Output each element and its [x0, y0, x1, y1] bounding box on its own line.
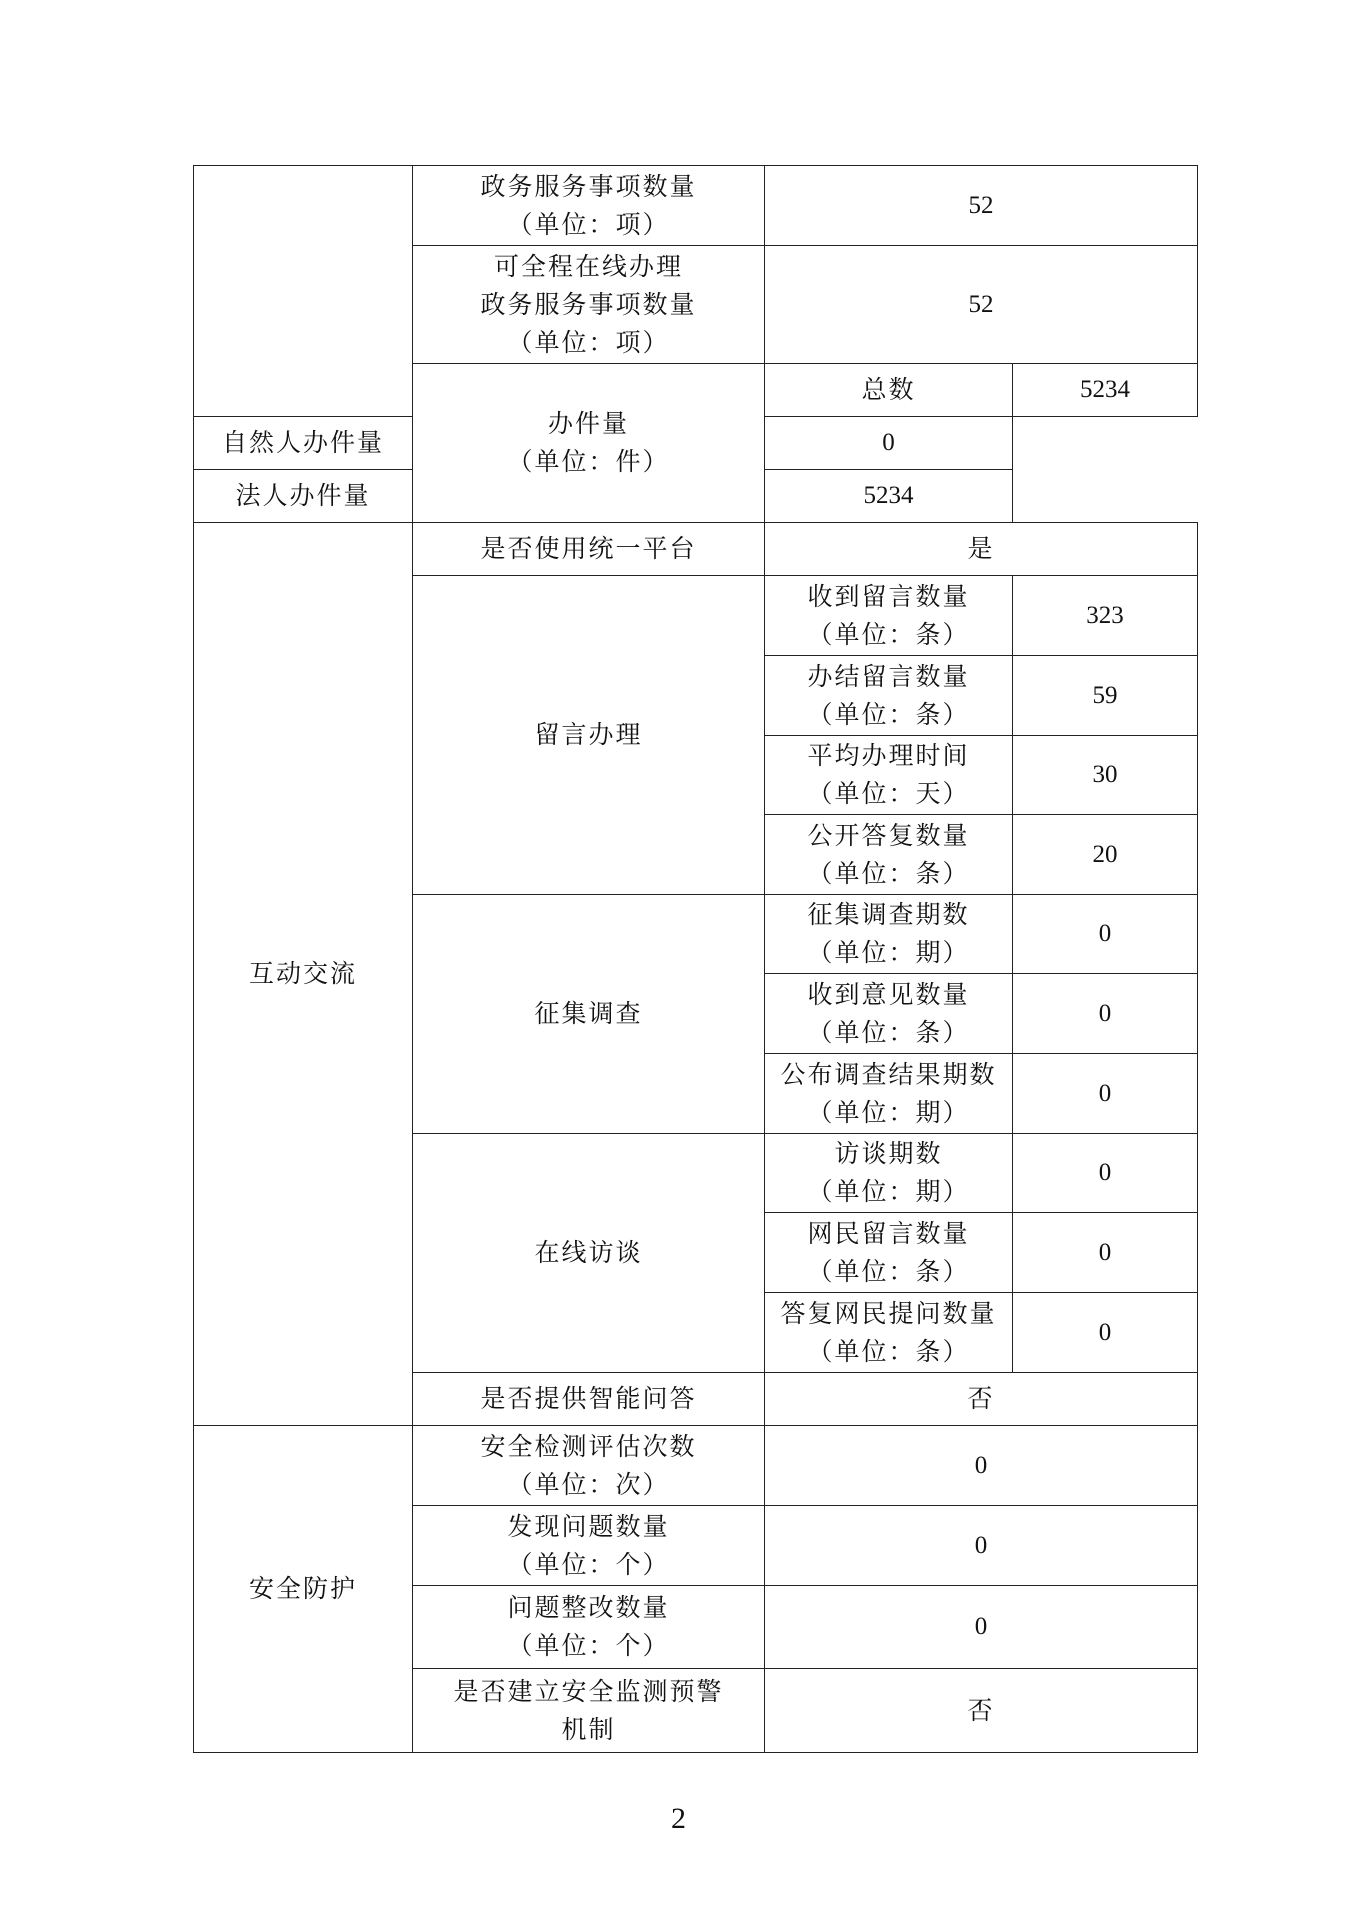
table-cell: 平均办理时间 （单位：天） [765, 736, 1013, 815]
table-cell: 收到留言数量 （单位：条） [765, 576, 1013, 656]
table-row [194, 523, 1198, 576]
statistics-table-body [194, 166, 1198, 1753]
table-cell: 可全程在线办理 政务服务事项数量 （单位：项） [413, 246, 765, 364]
table-cell: 52 [765, 166, 1198, 246]
table-cell: 30 [1013, 736, 1198, 815]
table-cell: 在线访谈 [413, 1134, 765, 1373]
table-cell: 59 [1013, 656, 1198, 736]
table-cell: 收到意见数量 （单位：条） [765, 974, 1013, 1054]
table-cell: 52 [765, 246, 1198, 364]
table-cell: 0 [1013, 1134, 1198, 1213]
table-cell: 公布调查结果期数 （单位：期） [765, 1054, 1013, 1134]
table-row [194, 166, 1198, 246]
table-cell: 办结留言数量 （单位：条） [765, 656, 1013, 736]
table-cell [194, 166, 413, 417]
table-cell: 是否提供智能问答 [413, 1373, 765, 1426]
table-cell: 答复网民提问数量 （单位：条） [765, 1293, 1013, 1373]
table-cell: 0 [1013, 1054, 1198, 1134]
table-cell: 0 [1013, 974, 1198, 1054]
table-cell: 发现问题数量 （单位：个） [413, 1506, 765, 1586]
table-cell: 5234 [1013, 364, 1198, 417]
statistics-table [193, 165, 1198, 1753]
table-cell: 留言办理 [413, 576, 765, 895]
table-cell: 是否使用统一平台 [413, 523, 765, 576]
table-cell: 5234 [765, 470, 1013, 523]
table-cell: 0 [1013, 1293, 1198, 1373]
table-cell: 是 [765, 523, 1198, 576]
table-cell: 互动交流 [194, 523, 413, 1426]
table-row [194, 1426, 1198, 1506]
table-cell: 总数 [765, 364, 1013, 417]
table-cell: 办件量 （单位：件） [413, 364, 765, 523]
table-cell: 否 [765, 1373, 1198, 1426]
table-cell: 否 [765, 1669, 1198, 1753]
table-cell: 公开答复数量 （单位：条） [765, 815, 1013, 895]
table-cell: 法人办件量 [194, 470, 413, 523]
table-cell: 20 [1013, 815, 1198, 895]
table-cell: 政务服务事项数量 （单位：项） [413, 166, 765, 246]
table-cell: 0 [765, 1506, 1198, 1586]
table-cell: 安全检测评估次数 （单位：次） [413, 1426, 765, 1506]
table-cell: 访谈期数 （单位：期） [765, 1134, 1013, 1213]
table-cell: 0 [1013, 895, 1198, 974]
table-cell: 0 [1013, 1213, 1198, 1293]
table-cell: 征集调查期数 （单位：期） [765, 895, 1013, 974]
table-cell: 网民留言数量 （单位：条） [765, 1213, 1013, 1293]
page-number: 2 [671, 1802, 686, 1835]
table-cell: 0 [765, 417, 1013, 470]
table-cell: 0 [765, 1586, 1198, 1669]
table-cell: 自然人办件量 [194, 417, 413, 470]
table-cell: 问题整改数量 （单位：个） [413, 1586, 765, 1669]
table-cell: 0 [765, 1426, 1198, 1506]
table-cell: 是否建立安全监测预警 机制 [413, 1669, 765, 1753]
table-cell: 安全防护 [194, 1426, 413, 1753]
table-cell: 323 [1013, 576, 1198, 656]
table-cell: 征集调查 [413, 895, 765, 1134]
